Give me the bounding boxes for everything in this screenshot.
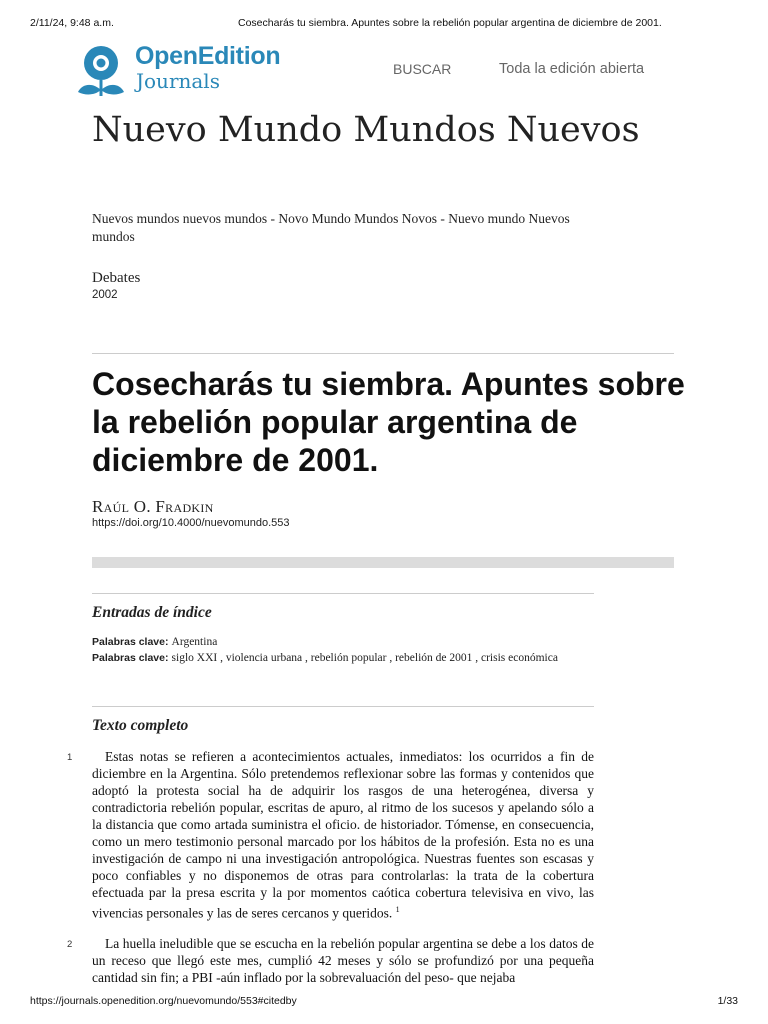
paragraph-number: 2 [67, 939, 73, 950]
keyword-label: Palabras clave: [92, 652, 169, 664]
journal-title[interactable]: Nuevo Mundo Mundos Nuevos [92, 110, 640, 150]
print-footer [30, 995, 738, 1009]
section-year[interactable]: 2002 [92, 289, 118, 301]
article-doi[interactable]: https://doi.org/10.4000/nuevomundo.553 [92, 517, 290, 529]
divider [92, 593, 594, 594]
openedition-logo[interactable] [76, 42, 316, 98]
paragraph [92, 935, 594, 986]
print-header [30, 17, 738, 31]
keyword-value[interactable]: Argentina [171, 636, 218, 648]
divider-band [92, 557, 674, 568]
openedition-logo-icon [76, 44, 126, 98]
keyword-row [92, 634, 562, 650]
brand-name: OpenEdition [135, 42, 281, 70]
paragraph-text: La huella ineludible que se escucha en la rebelión popular argentina se debe a los datos de un receso que llegó este mes, cumplió 42 meses y sólo se profundizó por una pequeña cantidad sin fin; a PBI -aún inflado por la sobrevaluación del peso- que nejaba [92, 936, 594, 985]
print-date: 2/11/24, 9:48 a.m. [30, 17, 114, 29]
divider [92, 706, 594, 707]
brand-sub: Journals [136, 69, 220, 93]
print-doc-title: Cosecharás tu siembra. Apuntes sobre la rebelión popular argentina de diciembre de 2001. [238, 17, 662, 29]
keyword-value[interactable]: siglo XXI , violencia urbana , rebelión popular , rebelión de 2001 , crisis económica [171, 652, 558, 664]
journal-subtitle: Nuevos mundos nuevos mundos - Novo Mundo Mundos Novos - Nuevo mundo Nuevos mundos [92, 211, 570, 244]
all-edition-link[interactable]: Toda la edición abierta [499, 61, 645, 77]
paragraph-number: 1 [67, 752, 73, 763]
paragraph-text: Estas notas se refieren a acontecimientos actuales, inmediatos: los ocurridos a fin de diciembre en la Argentina. Sólo pretendemos reflexionar sobre las formas y contenidos que adoptó la protesta social ha de adquirir los rasgos de una heterogénea, diversa y contradictoria rebelión popular, escritas de apuro, al ritmo de los sucesos y apelando sólo a la distancia que como artada suministra el oficio. de historiador. Tómense, en consecuencia, como un mero testimonio personal marcado por los hábitos de la profesión. Esta no es una investigación de campo ni una investigación antropológica. Nuestras fuentes son escasas y poco confiables y no disponemos de otras para controlarlas: la trata de la cobertura efectuada par la presa escrita y la por momentos caótica cobertura televisiva en vivo, las vivencias personales y las de seres cercanos y queridos. [92, 749, 594, 921]
article-title: Cosecharás tu siembra. Apuntes sobre la rebelión popular argentina de diciembre de 2001. [92, 366, 685, 478]
print-url: https://journals.openedition.org/nuevomundo/553#citedby [30, 995, 297, 1007]
divider [92, 353, 674, 354]
keyword-label: Palabras clave: [92, 636, 169, 648]
print-page-number: 1/33 [717, 995, 738, 1007]
section-label[interactable]: Debates [92, 270, 141, 286]
article-author[interactable]: Raúl O. Fradkin [92, 497, 214, 516]
keyword-row [92, 650, 562, 666]
search-link[interactable]: BUSCAR [393, 61, 452, 77]
footnote-link[interactable]: 1 [395, 905, 400, 914]
index-heading: Entradas de índice [92, 604, 212, 621]
paragraph [92, 748, 594, 922]
fulltext-heading: Texto completo [92, 717, 189, 734]
